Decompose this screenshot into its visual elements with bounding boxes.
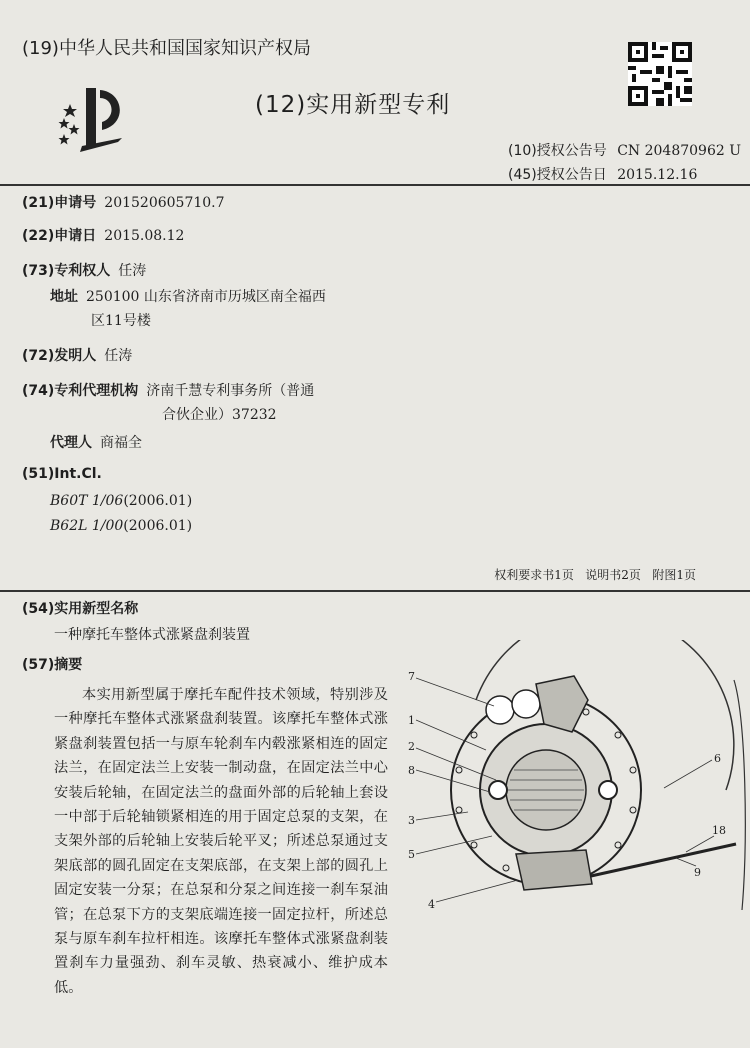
ipc-label-text: (51)Int.Cl. — [22, 466, 102, 482]
ipc-class-1 — [50, 493, 192, 509]
abstract-label-text: (57)摘要 — [22, 657, 83, 673]
abstract-drawing — [396, 640, 750, 930]
label-6: 6 — [714, 752, 721, 765]
pump-cylinder — [512, 690, 540, 718]
ipc-class-2-code: B62L 1/00 — [50, 518, 124, 534]
agency-line1: 济南千慧专利事务所（普通 — [146, 383, 315, 399]
utility-model-title-label-text: (54)实用新型名称 — [22, 601, 139, 617]
swingarm-edge — [734, 680, 745, 910]
label-9: 9 — [694, 866, 701, 879]
patentee-label: (73)专利权人 — [22, 263, 111, 279]
cnipa-emblem-icon — [52, 82, 132, 154]
label-3: 3 — [408, 814, 415, 827]
document-type-code: (12) — [255, 92, 307, 118]
pull-rod — [591, 844, 736, 876]
inventor — [22, 345, 132, 365]
ipc-class-2-date: (2006.01) — [123, 518, 193, 534]
qr-code — [628, 42, 692, 106]
label-7: 7 — [408, 670, 415, 683]
application-number — [22, 192, 225, 212]
abstract-text: 本实用新型属于摩托车配件技术领域，特别涉及一种摩托车整体式涨紧盘刹装置。该摩托车整体式涨紧盘刹装置包括一与原车轮刹车内毂涨紧相连的固定法兰，在固定法兰上安装一制动盘，在固定法兰中心安装后轮轴，在固定法兰的盘面外部的后轮轴上套设一中部于后轮轴锁紧相连的用于固定总泵的支架，在支架外部的后轮轴上安装后轮平叉；所述总泵通过支架底部的圆孔固定在支架底部，在支架上部的圆孔上固定安装一分泵；在总泵和分泵之间连接一刹车泵油管；在总泵下方的支架底端连接一固定拉杆，所述总泵与原车刹车拉杆相连。该摩托车整体式涨紧盘刹装置刹车力量强劲、刹车灵敏、热衰减小、维护成本低。 — [54, 687, 388, 996]
brake-assembly-drawing — [396, 640, 750, 930]
left-bolt — [489, 781, 507, 799]
ipc-class-1-code: B60T 1/06 — [50, 493, 124, 509]
address-line2: 区11号楼 — [91, 313, 151, 329]
agent-value: 商福全 — [100, 435, 142, 451]
label-1: 1 — [408, 714, 415, 727]
utility-model-title: 一种摩托车整体式涨紧盘刹装置 — [54, 627, 250, 643]
office-name — [22, 34, 311, 60]
address — [50, 286, 326, 306]
application-number-value: 201520605710.7 — [104, 195, 225, 211]
address-label: 地址 — [50, 289, 78, 305]
abstract-divider — [0, 590, 750, 592]
office-code: (19) — [22, 38, 59, 59]
publication-date-label: (45)授权公告日 — [508, 167, 607, 183]
ipc-class-1-date: (2006.01) — [123, 493, 193, 509]
office-name-text: 中华人民共和国国家知识产权局 — [58, 38, 311, 59]
agency — [22, 380, 314, 400]
publication-number — [508, 140, 741, 160]
document-type-text: 实用新型专利 — [306, 92, 451, 118]
ipc-label — [22, 466, 110, 482]
agent — [50, 432, 142, 452]
utility-model-title-label — [22, 598, 146, 618]
document-type — [255, 86, 450, 119]
label-18: 18 — [712, 824, 726, 837]
page-count-note: 权利要求书1页 说明书2页 附图1页 — [494, 568, 696, 582]
agent-label: 代理人 — [50, 435, 92, 451]
lower-bracket — [516, 850, 592, 890]
label-4: 4 — [428, 898, 435, 911]
qr-code-icon — [628, 42, 692, 106]
inventor-label: (72)发明人 — [22, 348, 97, 364]
label-5: 5 — [408, 848, 415, 861]
caliper-bracket — [536, 676, 588, 732]
application-date-value: 2015.08.12 — [104, 228, 185, 244]
application-date — [22, 225, 184, 245]
abstract-label — [22, 654, 90, 674]
right-bolt — [599, 781, 617, 799]
application-number-label: (21)申请号 — [22, 195, 97, 211]
agency-line2: 合伙企业）37232 — [162, 407, 277, 423]
address-line1: 250100 山东省济南市历城区南全福西 — [86, 289, 326, 305]
slave-cylinder — [486, 696, 514, 724]
patentee-value: 任涛 — [118, 263, 147, 279]
label-8: 8 — [408, 764, 415, 777]
patentee — [22, 260, 146, 280]
publication-number-label: (10)授权公告号 — [508, 143, 607, 159]
header-divider — [0, 184, 750, 186]
inventor-value: 任涛 — [104, 348, 133, 364]
label-2: 2 — [408, 740, 415, 753]
agency-label: (74)专利代理机构 — [22, 383, 139, 399]
cnipa-logo — [52, 82, 132, 154]
application-date-label: (22)申请日 — [22, 228, 97, 244]
ipc-class-2 — [50, 518, 192, 534]
publication-date-value: 2015.12.16 — [617, 167, 698, 183]
publication-number-value: CN 204870962 U — [617, 143, 742, 159]
publication-date — [508, 164, 697, 184]
